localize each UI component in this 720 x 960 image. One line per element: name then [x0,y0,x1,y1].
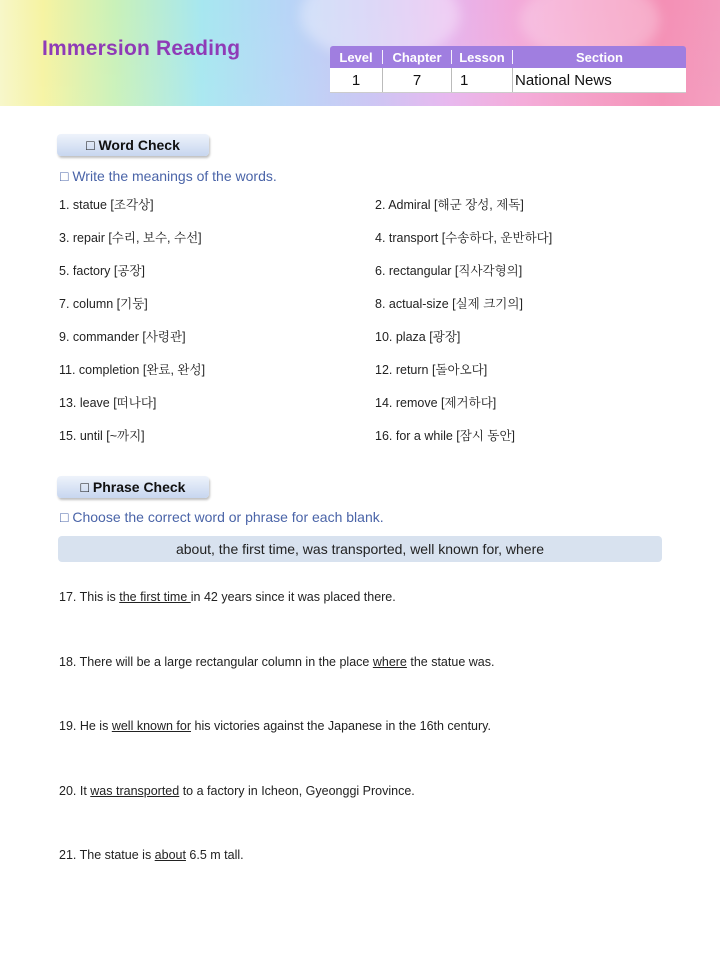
lesson-info-values [330,68,686,93]
sentence-text: 20. It [59,784,91,798]
sentence-item [59,719,491,733]
word-item: 3. repair [수리, 보수, 수선] [59,231,202,245]
word-bank: about, the first time, was transported, well known for, where [58,536,662,562]
word-item: 5. factory [공장] [59,264,145,278]
lesson-value: 1 [460,71,469,89]
word-item: 14. remove [제거하다] [375,396,497,410]
sentence-text: his victories against the Japanese in the 16th century. [191,719,491,733]
sentence-text: 18. There will be a large rectangular column in the place [59,655,373,669]
sentence-text: 17. This is [59,590,120,604]
sentence-item [59,784,415,798]
word-item: 11. completion [완료, 완성] [59,363,206,377]
word-item: 13. leave [떠나다] [59,396,157,410]
chapter-header: Chapter [392,49,442,65]
sentence-text: the statue was. [406,655,495,669]
sentence-text: 19. He is [59,719,112,733]
word-item: 10. plaza [광장] [375,330,461,344]
answer-blank: where [372,655,407,669]
sentence-text: 21. The statue is [59,848,155,862]
lesson-header: Lesson [459,49,505,65]
sentence-text: to a factory in Icheon, Gyeonggi Province. [179,784,415,798]
word-item: 16. for a while [잠시 동안] [375,429,516,443]
section-header: Section [576,49,623,65]
word-check-instruction: □ Write the meanings of the words. [60,168,277,184]
sentence-item [59,655,494,669]
phrase-check-instruction: □ Choose the correct word or phrase for each blank. [60,509,384,525]
sentence-text: 6.5 m tall. [185,848,244,862]
header-banner [0,0,720,106]
sentence-item [59,590,396,604]
answer-blank: well known for [111,719,192,733]
word-item: 2. Admiral [해군 장성, 제독] [375,198,524,212]
answer-blank: the first time [119,590,191,604]
lesson-info-table [330,46,686,93]
word-item: 6. rectangular [직사각형의] [375,264,523,278]
chapter-value: 7 [412,71,422,89]
level-value: 1 [351,71,361,89]
word-item: 1. statue [조각상] [59,198,154,212]
word-check-heading: □ Word Check [57,134,209,156]
answer-blank: about [154,848,186,862]
word-item: 12. return [돌아오다] [375,363,488,377]
word-item: 4. transport [수송하다, 운반하다] [375,231,553,245]
word-item: 7. column [기둥] [59,297,148,311]
word-item: 15. until [~까지] [59,429,145,443]
answer-blank: was transported [90,784,180,798]
phrase-check-heading: □ Phrase Check [57,476,209,498]
sentence-text: in 42 years since it was placed there. [190,590,396,604]
level-header: Level [339,49,373,65]
word-item: 9. commander [사령관] [59,330,186,344]
brand-title: Immersion Reading [42,37,241,60]
sentence-item [59,848,244,862]
word-item: 8. actual-size [실제 크기의] [375,297,523,311]
section-value: National News [515,71,612,89]
lesson-info-header [330,46,686,68]
